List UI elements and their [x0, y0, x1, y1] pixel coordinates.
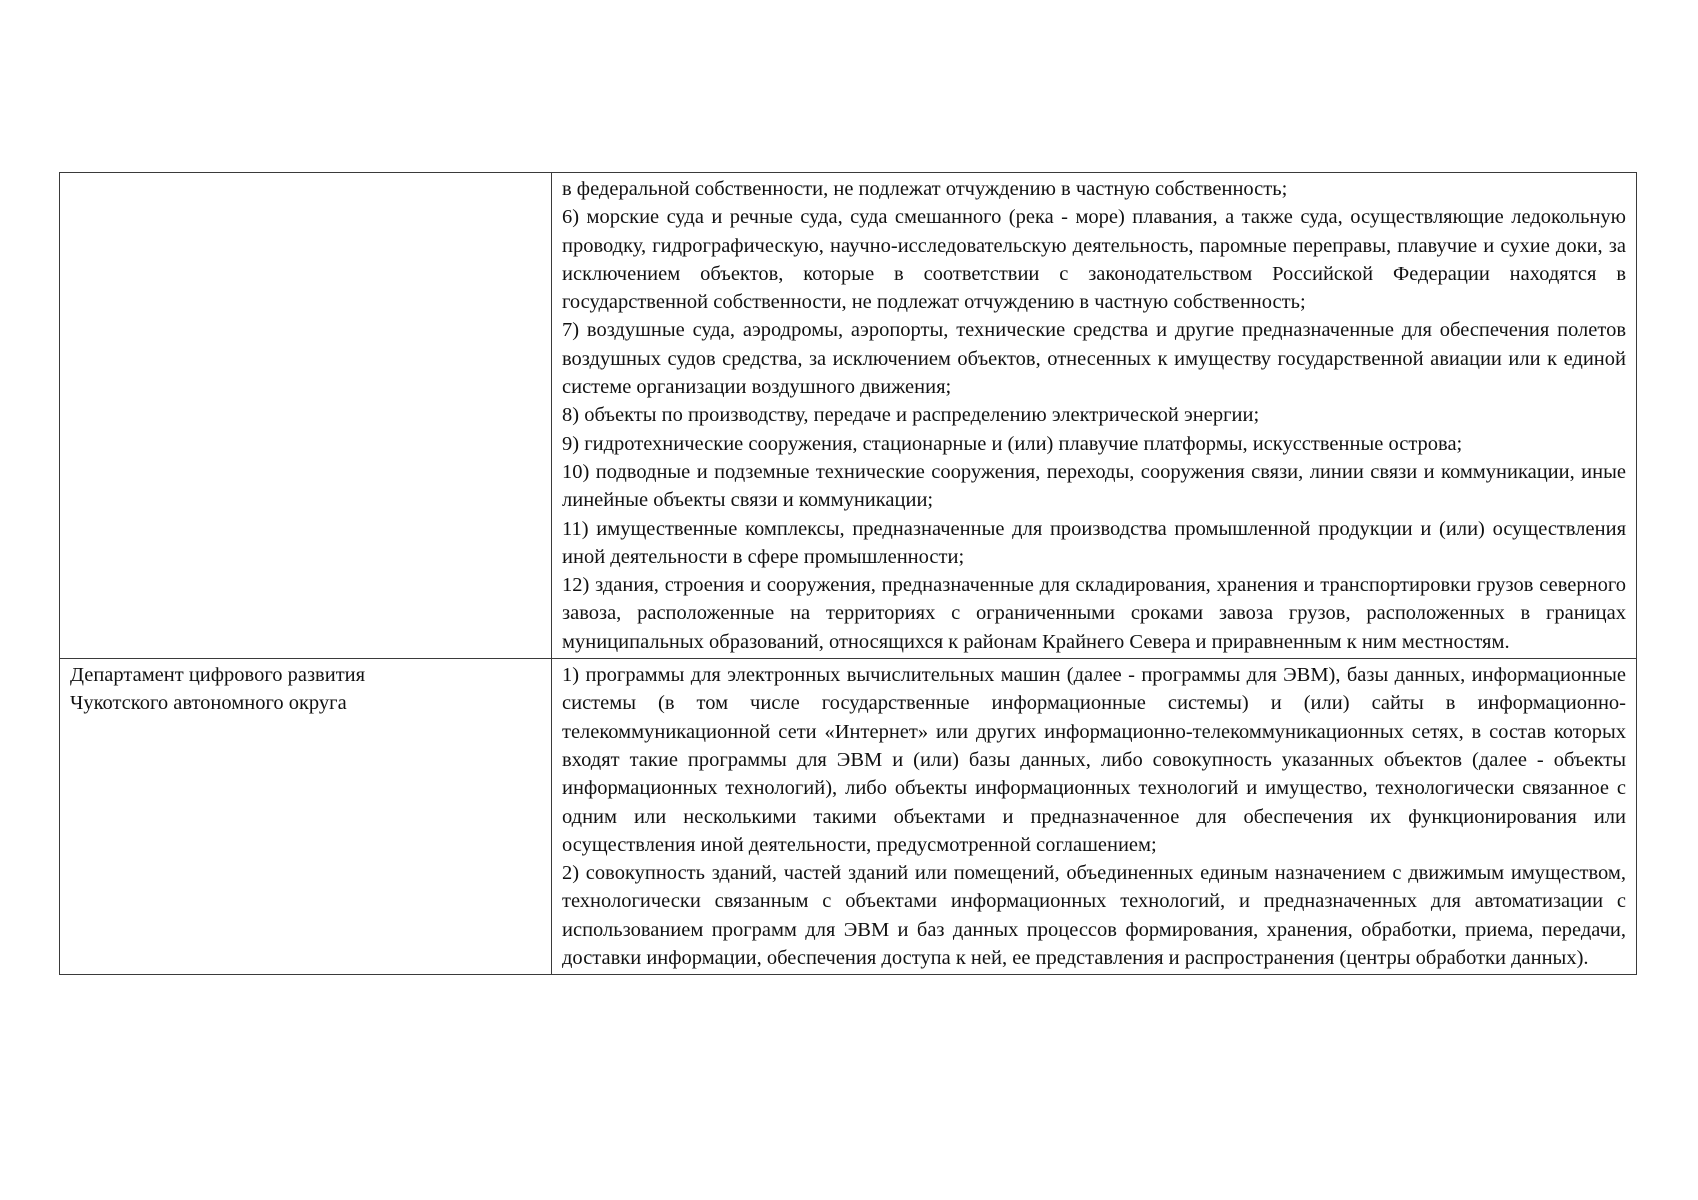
table-row — [60, 173, 1637, 659]
department-cell — [60, 659, 552, 975]
list-item: 8) объекты по производству, передаче и распределению электрической энергии; — [562, 404, 1260, 427]
department-name-line: Чукотского автономного округа — [70, 692, 347, 715]
list-item: в федеральной собственности, не подлежат отчуждению в частную собственность; — [562, 178, 1288, 200]
table-row — [60, 659, 1637, 975]
property-list-cell — [552, 173, 1637, 659]
department-name-line: Департамент цифрового развития — [70, 664, 366, 687]
list-item: 7) воздушные суда, аэродромы, аэропорты, технические средства и другие предназначенные для обеспечения полетов воздушных судов средства, за исключением объектов, отнесенных к имуществу государственной авиации или к единой системе организации воздушного движения; — [562, 319, 1626, 399]
department-cell — [60, 173, 552, 659]
list-item: 12) здания, строения и сооружения, предназначенные для складирования, хранения и транспортировки грузов северного завоза, расположенные на территориях с ограниченными сроками завоза грузов, расположенных в границах муниципальных образований, относящихся к районам Крайнего Севера и приравненным к ним местностям. — [562, 574, 1626, 653]
list-item: 10) подводные и подземные технические сооружения, переходы, сооружения связи, линии связи и коммуникации, иные линейные объекты связи и коммуникации; — [562, 460, 1626, 512]
list-item: 2) совокупность зданий, частей зданий или помещений, объединенных единым назначением с движимым имуществом, технологически связанным с объектами информационных технологий, и предназначенных для автоматизации с использованием программ для ЭВМ и баз данных процессов формирования, хранения, обработки, приема, передачи, доставки информации, обеспечения доступа к ней, ее представления и распространения (центры обработки данных). — [562, 862, 1626, 970]
list-item: 9) гидротехнические сооружения, стационарные и (или) плавучие платформы, искусственные острова; — [562, 432, 1463, 455]
list-item: 11) имущественные комплексы, предназначенные для производства промышленной продукции и (или) осуществления иной деятельности в сфере промышленности; — [562, 517, 1626, 568]
list-item: 1) программы для электронных вычислительных машин (далее - программы для ЭВМ), базы данных, информационные системы (в том числе государственные информационные системы) и (или) сайты в информационно-телекоммуникационной сети «Интернет» или других информационно-телекоммуникационных сетях, в состав которых входят такие программы для ЭВМ и (или) базы данных, либо совокупность указанных объектов (далее - объекты информационных технологий), либо объекты информационных технологий и имущество, технологически связанное с одним или несколькими такими объектами и предназначенное для обеспечения их функционирования или осуществления иной деятельности, предусмотренной соглашением; — [562, 664, 1626, 856]
document-table — [59, 172, 1637, 975]
list-item: 6) морские суда и речные суда, суда смешанного (река - море) плавания, а также суда, осуществляющие ледокольную проводку, гидрографическую, научно-исследовательскую деятельность, паромные переправы, плавучие и сухие доки, за исключением объектов, которые в соответствии с законодательством Российской Федерации находятся в государственной собственности, не подлежат отчуждению в частную собственность; — [562, 206, 1626, 314]
property-list-cell — [552, 659, 1637, 975]
